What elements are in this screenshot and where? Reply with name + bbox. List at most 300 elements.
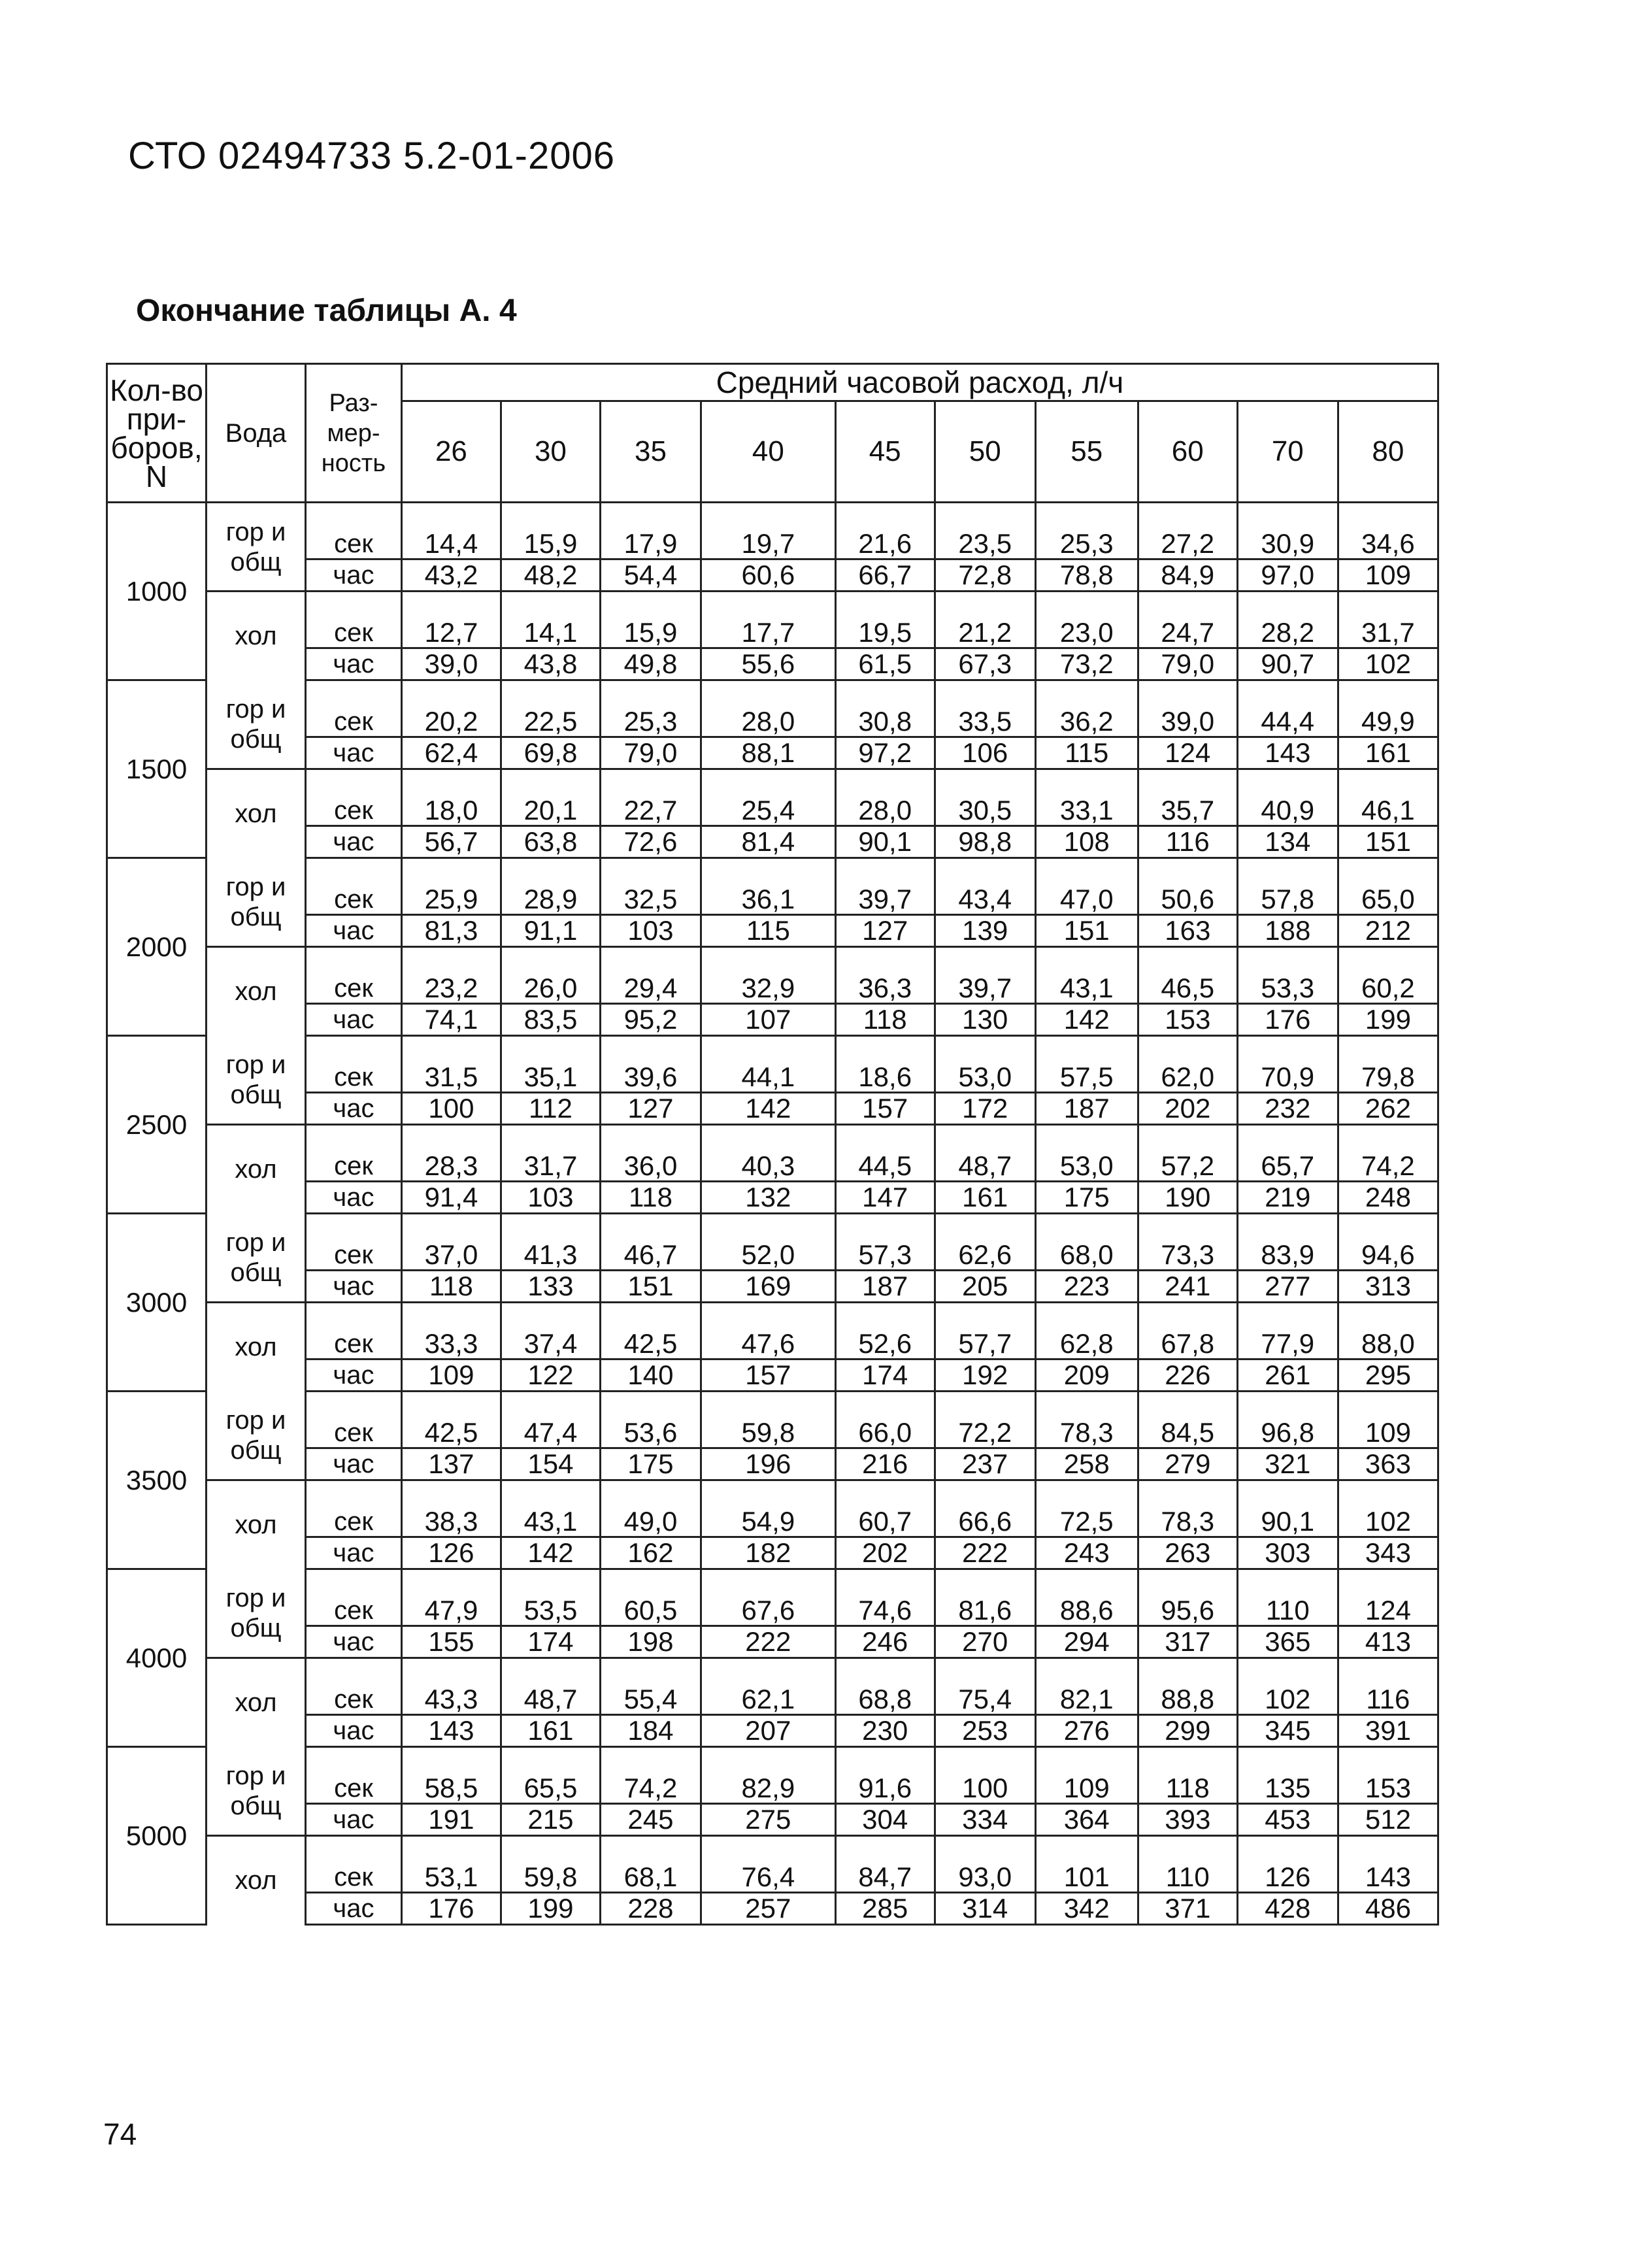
value-cell: 36,0 (600, 1150, 701, 1182)
water-type-cold: хол (207, 1836, 306, 1925)
value-cell: 47,9 (401, 1595, 501, 1626)
value-cell: 134 (1237, 826, 1338, 858)
value-spacer (600, 947, 701, 973)
value-spacer (701, 1214, 835, 1240)
table-row (107, 559, 1438, 592)
value-cell: 43,2 (401, 559, 501, 592)
value-spacer (935, 858, 1035, 884)
value-spacer (935, 1036, 1035, 1062)
value-cell: 88,0 (1338, 1328, 1438, 1359)
value-cell: 219 (1237, 1182, 1338, 1214)
value-spacer (701, 1303, 835, 1329)
value-cell: 96,8 (1237, 1417, 1338, 1448)
value-cell: 21,6 (835, 528, 935, 559)
value-cell: 49,8 (600, 648, 701, 680)
table-row (107, 1448, 1438, 1480)
value-cell: 304 (835, 1804, 935, 1836)
value-spacer (600, 1658, 701, 1684)
table-row (107, 1417, 1438, 1448)
value-cell: 81,3 (401, 915, 501, 947)
value-cell: 103 (600, 915, 701, 947)
table-row (107, 1658, 1438, 1684)
value-cell: 198 (600, 1626, 701, 1658)
value-cell: 18,0 (401, 795, 501, 826)
value-spacer (701, 1658, 835, 1684)
value-spacer (501, 1125, 600, 1151)
value-cell: 161 (501, 1715, 600, 1747)
value-spacer (1237, 1569, 1338, 1595)
table-row (107, 1773, 1438, 1804)
value-cell: 81,6 (935, 1595, 1035, 1626)
value-cell: 62,6 (935, 1239, 1035, 1271)
value-spacer (935, 947, 1035, 973)
value-cell: 44,5 (835, 1150, 935, 1182)
value-spacer (1035, 1480, 1138, 1507)
value-cell: 37,0 (401, 1239, 501, 1271)
value-cell: 47,6 (701, 1328, 835, 1359)
device-count-cell: 5000 (107, 1747, 207, 1925)
header-flow-cell: 30 (501, 401, 600, 503)
value-cell: 73,3 (1138, 1239, 1237, 1271)
value-spacer (1138, 1303, 1237, 1329)
value-spacer (600, 1569, 701, 1595)
value-spacer (600, 592, 701, 618)
value-cell: 67,3 (935, 648, 1035, 680)
value-cell: 43,8 (501, 648, 600, 680)
value-cell: 30,9 (1237, 528, 1338, 559)
value-spacer (1138, 1214, 1237, 1240)
value-cell: 155 (401, 1626, 501, 1658)
value-cell: 57,5 (1035, 1061, 1138, 1093)
value-cell: 42,5 (600, 1328, 701, 1359)
value-spacer (701, 1836, 835, 1862)
value-spacer (1138, 1480, 1237, 1507)
value-cell: 79,0 (1138, 648, 1237, 680)
value-cell: 14,1 (501, 617, 600, 648)
value-cell: 162 (600, 1537, 701, 1569)
value-cell: 33,5 (935, 706, 1035, 737)
value-cell: 207 (701, 1715, 835, 1747)
value-spacer (1138, 503, 1237, 529)
value-cell: 98,8 (935, 826, 1035, 858)
value-cell: 127 (600, 1093, 701, 1125)
value-cell: 101 (1035, 1861, 1138, 1893)
value-spacer (501, 1658, 600, 1684)
value-cell: 65,0 (1338, 884, 1438, 915)
value-spacer (835, 503, 935, 529)
value-spacer (600, 1036, 701, 1062)
value-spacer (1035, 1303, 1138, 1329)
value-spacer (1338, 1480, 1438, 1507)
value-cell: 75,4 (935, 1684, 1035, 1715)
value-spacer (501, 1747, 600, 1773)
value-cell: 31,7 (1338, 617, 1438, 648)
value-spacer (600, 1392, 701, 1418)
value-cell: 143 (1338, 1861, 1438, 1893)
value-cell: 334 (935, 1804, 1035, 1836)
value-cell: 43,4 (935, 884, 1035, 915)
value-spacer (1035, 1125, 1138, 1151)
value-cell: 57,2 (1138, 1150, 1237, 1182)
value-cell: 15,9 (501, 528, 600, 559)
value-cell: 196 (701, 1448, 835, 1480)
value-cell: 116 (1338, 1684, 1438, 1715)
unit-spacer (306, 592, 402, 618)
value-cell: 32,9 (701, 973, 835, 1004)
header-count: Кол-во при-боров, N (107, 364, 207, 503)
unit-spacer (306, 1125, 402, 1151)
table-row (107, 1836, 1438, 1862)
value-cell: 84,9 (1138, 559, 1237, 592)
header-flow-cell: 35 (600, 401, 701, 503)
value-spacer (1138, 1125, 1237, 1151)
table-row (107, 737, 1438, 769)
value-spacer (401, 947, 501, 973)
value-spacer (835, 769, 935, 795)
value-cell: 48,2 (501, 559, 600, 592)
unit-cell: час (306, 559, 402, 592)
value-cell: 299 (1138, 1715, 1237, 1747)
value-cell: 91,6 (835, 1773, 935, 1804)
value-spacer (401, 1392, 501, 1418)
unit-spacer (306, 1658, 402, 1684)
value-cell: 53,6 (600, 1417, 701, 1448)
value-cell: 83,9 (1237, 1239, 1338, 1271)
value-spacer (835, 1392, 935, 1418)
table-row (107, 1861, 1438, 1893)
unit-cell: час (306, 1271, 402, 1303)
device-count-cell: 4000 (107, 1569, 207, 1747)
value-cell: 212 (1338, 915, 1438, 947)
value-cell: 313 (1338, 1271, 1438, 1303)
value-cell: 110 (1138, 1861, 1237, 1893)
header-flow-cell: 55 (1035, 401, 1138, 503)
value-spacer (1338, 1125, 1438, 1151)
value-cell: 223 (1035, 1271, 1138, 1303)
value-cell: 47,0 (1035, 884, 1138, 915)
value-cell: 133 (501, 1271, 600, 1303)
table-row (107, 884, 1438, 915)
value-cell: 73,2 (1035, 648, 1138, 680)
value-cell: 169 (701, 1271, 835, 1303)
value-cell: 29,4 (600, 973, 701, 1004)
header-flow-cell: 70 (1237, 401, 1338, 503)
value-cell: 132 (701, 1182, 835, 1214)
value-cell: 215 (501, 1804, 600, 1836)
value-cell: 222 (701, 1626, 835, 1658)
water-type-hot: гор и общ (207, 1036, 306, 1125)
water-type-cold: хол (207, 1303, 306, 1392)
value-cell: 20,2 (401, 706, 501, 737)
water-type-hot: гор и общ (207, 1392, 306, 1480)
table-row (107, 680, 1438, 707)
unit-cell: сек (306, 884, 402, 915)
value-spacer (1035, 680, 1138, 707)
header-water: Вода (207, 364, 306, 503)
value-cell: 363 (1338, 1448, 1438, 1480)
unit-cell: час (306, 1448, 402, 1480)
value-cell: 28,3 (401, 1150, 501, 1182)
value-cell: 78,3 (1138, 1506, 1237, 1537)
value-cell: 106 (935, 737, 1035, 769)
value-spacer (501, 769, 600, 795)
value-cell: 118 (835, 1004, 935, 1036)
water-type-cold: хол (207, 769, 306, 858)
value-spacer (501, 858, 600, 884)
value-cell: 49,0 (600, 1506, 701, 1537)
value-cell: 19,7 (701, 528, 835, 559)
value-spacer (935, 503, 1035, 529)
value-cell: 62,0 (1138, 1061, 1237, 1093)
value-cell: 295 (1338, 1359, 1438, 1392)
water-type-cold: хол (207, 947, 306, 1036)
value-spacer (501, 947, 600, 973)
value-spacer (701, 1747, 835, 1773)
value-cell: 95,2 (600, 1004, 701, 1036)
table-row (107, 503, 1438, 529)
value-cell: 94,6 (1338, 1239, 1438, 1271)
value-spacer (1237, 1214, 1338, 1240)
value-cell: 28,0 (835, 795, 935, 826)
value-cell: 154 (501, 1448, 600, 1480)
unit-cell: час (306, 1893, 402, 1925)
value-cell: 163 (1138, 915, 1237, 947)
value-spacer (401, 680, 501, 707)
value-cell: 142 (701, 1093, 835, 1125)
value-cell: 52,6 (835, 1328, 935, 1359)
table-row (107, 1239, 1438, 1271)
value-spacer (600, 1747, 701, 1773)
table-row (107, 528, 1438, 559)
value-cell: 72,6 (600, 826, 701, 858)
value-cell: 103 (501, 1182, 600, 1214)
value-cell: 60,7 (835, 1506, 935, 1537)
header-flow-cell: 45 (835, 401, 935, 503)
value-spacer (1138, 858, 1237, 884)
value-cell: 15,9 (600, 617, 701, 648)
value-spacer (1338, 1303, 1438, 1329)
value-cell: 109 (1338, 559, 1438, 592)
value-cell: 248 (1338, 1182, 1438, 1214)
value-cell: 303 (1237, 1537, 1338, 1569)
table-row (107, 1359, 1438, 1392)
value-spacer (1338, 1836, 1438, 1862)
value-spacer (501, 1836, 600, 1862)
value-cell: 31,5 (401, 1061, 501, 1093)
unit-cell: сек (306, 1861, 402, 1893)
value-cell: 261 (1237, 1359, 1338, 1392)
value-cell: 84,7 (835, 1861, 935, 1893)
value-cell: 184 (600, 1715, 701, 1747)
header-flow-cell: 26 (401, 401, 501, 503)
table-row (107, 648, 1438, 680)
value-cell: 18,6 (835, 1061, 935, 1093)
value-cell: 115 (1035, 737, 1138, 769)
value-cell: 135 (1237, 1773, 1338, 1804)
value-cell: 62,1 (701, 1684, 835, 1715)
value-cell: 53,5 (501, 1595, 600, 1626)
value-spacer (701, 1480, 835, 1507)
value-cell: 55,6 (701, 648, 835, 680)
value-cell: 25,4 (701, 795, 835, 826)
value-cell: 88,6 (1035, 1595, 1138, 1626)
value-cell: 63,8 (501, 826, 600, 858)
value-cell: 93,0 (935, 1861, 1035, 1893)
unit-spacer (306, 769, 402, 795)
value-cell: 275 (701, 1804, 835, 1836)
value-cell: 81,4 (701, 826, 835, 858)
value-spacer (1338, 680, 1438, 707)
value-spacer (600, 680, 701, 707)
value-cell: 277 (1237, 1271, 1338, 1303)
value-cell: 40,9 (1237, 795, 1338, 826)
value-spacer (835, 592, 935, 618)
value-cell: 55,4 (600, 1684, 701, 1715)
value-cell: 19,5 (835, 617, 935, 648)
unit-cell: сек (306, 528, 402, 559)
value-cell: 246 (835, 1626, 935, 1658)
value-cell: 21,2 (935, 617, 1035, 648)
value-spacer (835, 1214, 935, 1240)
value-cell: 512 (1338, 1804, 1438, 1836)
value-cell: 56,7 (401, 826, 501, 858)
value-spacer (401, 1569, 501, 1595)
value-cell: 393 (1138, 1804, 1237, 1836)
value-cell: 39,0 (1138, 706, 1237, 737)
value-cell: 174 (835, 1359, 935, 1392)
unit-spacer (306, 1392, 402, 1418)
value-cell: 36,2 (1035, 706, 1138, 737)
value-spacer (1237, 1836, 1338, 1862)
value-spacer (1138, 1747, 1237, 1773)
value-cell: 79,0 (600, 737, 701, 769)
value-spacer (600, 1214, 701, 1240)
unit-cell: час (306, 1004, 402, 1036)
table-row (107, 1061, 1438, 1093)
value-cell: 222 (935, 1537, 1035, 1569)
device-count-cell: 1000 (107, 503, 207, 680)
value-spacer (1237, 1392, 1338, 1418)
water-type-cold: хол (207, 1125, 306, 1214)
value-cell: 12,7 (401, 617, 501, 648)
value-cell: 32,5 (600, 884, 701, 915)
value-cell: 199 (501, 1893, 600, 1925)
value-cell: 74,1 (401, 1004, 501, 1036)
value-spacer (1138, 1569, 1237, 1595)
value-cell: 453 (1237, 1804, 1338, 1836)
value-spacer (1237, 947, 1338, 973)
table-row (107, 1328, 1438, 1359)
flow-rate-table (106, 363, 1439, 1926)
value-cell: 153 (1338, 1773, 1438, 1804)
unit-spacer (306, 1214, 402, 1240)
value-spacer (401, 1658, 501, 1684)
value-cell: 68,8 (835, 1684, 935, 1715)
value-cell: 232 (1237, 1093, 1338, 1125)
value-cell: 39,7 (935, 973, 1035, 1004)
value-cell: 43,3 (401, 1684, 501, 1715)
value-cell: 72,2 (935, 1417, 1035, 1448)
value-cell: 175 (1035, 1182, 1138, 1214)
table-row (107, 1595, 1438, 1626)
value-cell: 43,1 (1035, 973, 1138, 1004)
value-cell: 192 (935, 1359, 1035, 1392)
value-cell: 74,2 (1338, 1150, 1438, 1182)
value-spacer (1035, 858, 1138, 884)
value-cell: 187 (1035, 1093, 1138, 1125)
value-cell: 57,8 (1237, 884, 1338, 915)
value-spacer (501, 1569, 600, 1595)
value-cell: 364 (1035, 1804, 1138, 1836)
value-cell: 30,8 (835, 706, 935, 737)
value-cell: 78,3 (1035, 1417, 1138, 1448)
value-spacer (1338, 1392, 1438, 1418)
value-cell: 28,0 (701, 706, 835, 737)
value-spacer (1035, 592, 1138, 618)
value-cell: 285 (835, 1893, 935, 1925)
value-spacer (600, 503, 701, 529)
value-cell: 126 (1237, 1861, 1338, 1893)
value-cell: 35,1 (501, 1061, 600, 1093)
value-cell: 20,1 (501, 795, 600, 826)
value-spacer (401, 1480, 501, 1507)
value-cell: 130 (935, 1004, 1035, 1036)
value-cell: 90,1 (1237, 1506, 1338, 1537)
value-spacer (935, 769, 1035, 795)
value-cell: 100 (935, 1773, 1035, 1804)
value-cell: 118 (600, 1182, 701, 1214)
table-row (107, 795, 1438, 826)
value-cell: 109 (1035, 1773, 1138, 1804)
value-cell: 230 (835, 1715, 935, 1747)
value-cell: 26,0 (501, 973, 600, 1004)
value-cell: 187 (835, 1271, 935, 1303)
value-cell: 91,1 (501, 915, 600, 947)
table-row (107, 1684, 1438, 1715)
value-cell: 142 (1035, 1004, 1138, 1036)
value-cell: 83,5 (501, 1004, 600, 1036)
value-cell: 53,0 (1035, 1150, 1138, 1182)
table-row (107, 1093, 1438, 1125)
unit-cell: сек (306, 1150, 402, 1182)
value-cell: 70,9 (1237, 1061, 1338, 1093)
value-cell: 46,7 (600, 1239, 701, 1271)
unit-cell: сек (306, 706, 402, 737)
value-spacer (401, 1747, 501, 1773)
value-cell: 88,8 (1138, 1684, 1237, 1715)
unit-cell: час (306, 737, 402, 769)
value-spacer (401, 1125, 501, 1151)
value-cell: 209 (1035, 1359, 1138, 1392)
value-spacer (1237, 1658, 1338, 1684)
unit-cell: час (306, 1537, 402, 1569)
value-cell: 76,4 (701, 1861, 835, 1893)
value-cell: 57,7 (935, 1328, 1035, 1359)
value-spacer (1237, 1747, 1338, 1773)
value-cell: 228 (600, 1893, 701, 1925)
value-spacer (600, 858, 701, 884)
value-cell: 60,5 (600, 1595, 701, 1626)
table-caption: Окончание таблицы А. 4 (136, 293, 517, 328)
unit-cell: сек (306, 1061, 402, 1093)
value-spacer (835, 1658, 935, 1684)
value-cell: 91,4 (401, 1182, 501, 1214)
value-cell: 28,9 (501, 884, 600, 915)
value-spacer (401, 1036, 501, 1062)
table-row (107, 1150, 1438, 1182)
value-cell: 59,8 (501, 1861, 600, 1893)
value-spacer (600, 1125, 701, 1151)
